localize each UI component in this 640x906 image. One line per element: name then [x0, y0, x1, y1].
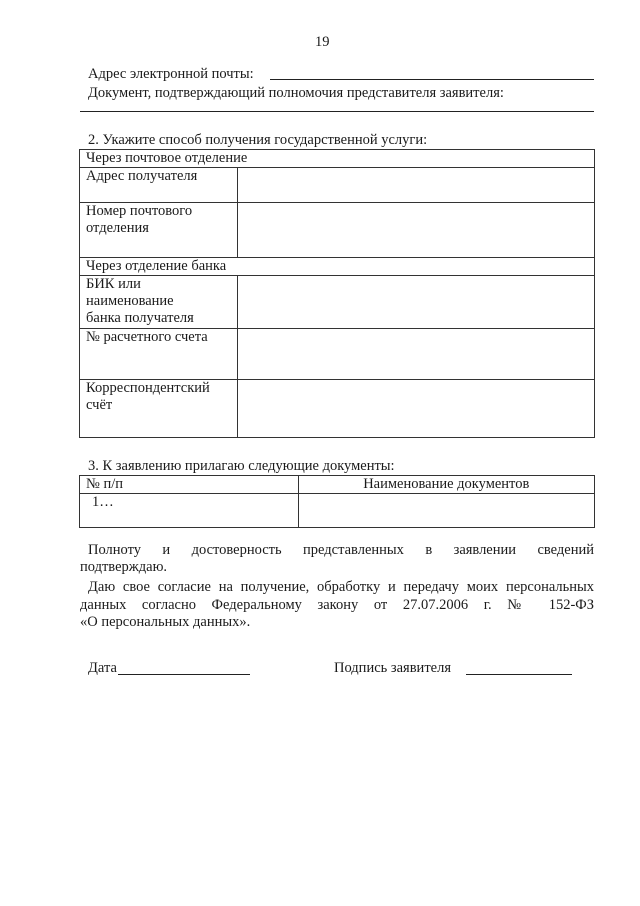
bik-field[interactable] — [237, 276, 594, 329]
date-label: Дата — [88, 660, 117, 676]
consent-line-2: данных согласно Федеральному закону от 27.07.2006 г. № 152-ФЗ — [80, 597, 594, 613]
bank-branch-header: Через отделение банка — [80, 258, 595, 276]
column-documents-header: Наименование документов — [298, 476, 594, 494]
section-3-title: 3. К заявлению прилагаю следующие документы: — [88, 458, 395, 474]
delivery-method-table — [79, 149, 595, 438]
signature-label: Подпись заявителя — [334, 660, 451, 676]
bik-label: БИК или наименование банка получателя — [80, 276, 238, 329]
account-number-field[interactable] — [237, 329, 594, 380]
page-number: 19 — [315, 34, 330, 50]
correspondent-account-field[interactable] — [237, 380, 594, 438]
confirmation-line-2: подтверждаю. — [80, 559, 168, 575]
consent-line-1: Даю свое согласие на получение, обработку и передачу моих персональных — [88, 579, 594, 595]
date-field[interactable] — [118, 674, 250, 675]
post-office-number-label: Номер почтового отделения — [80, 203, 238, 258]
correspondent-account-label: Корреспондентский счёт — [80, 380, 238, 438]
signature-field[interactable] — [466, 674, 572, 675]
email-field[interactable] — [270, 79, 594, 80]
row-1-number: 1… — [80, 494, 299, 528]
document-field[interactable] — [80, 111, 594, 112]
post-office-header: Через почтовое отделение — [80, 150, 595, 168]
post-office-number-field[interactable] — [237, 203, 594, 258]
confirmation-line-1: Полноту и достоверность представленных в заявлении сведений — [88, 542, 594, 558]
row-1-document-field[interactable] — [298, 494, 594, 528]
recipient-address-field[interactable] — [237, 168, 594, 203]
documents-table — [79, 475, 595, 528]
recipient-address-label: Адрес получателя — [80, 168, 238, 203]
account-number-label: № расчетного счета — [80, 329, 238, 380]
section-2-title: 2. Укажите способ получения государственной услуги: — [88, 132, 428, 148]
consent-line-3: «О персональных данных». — [80, 614, 251, 630]
email-label: Адрес электронной почты: — [88, 66, 254, 82]
column-number-header: № п/п — [80, 476, 299, 494]
document-label: Документ, подтверждающий полномочия представителя заявителя: — [88, 85, 504, 101]
